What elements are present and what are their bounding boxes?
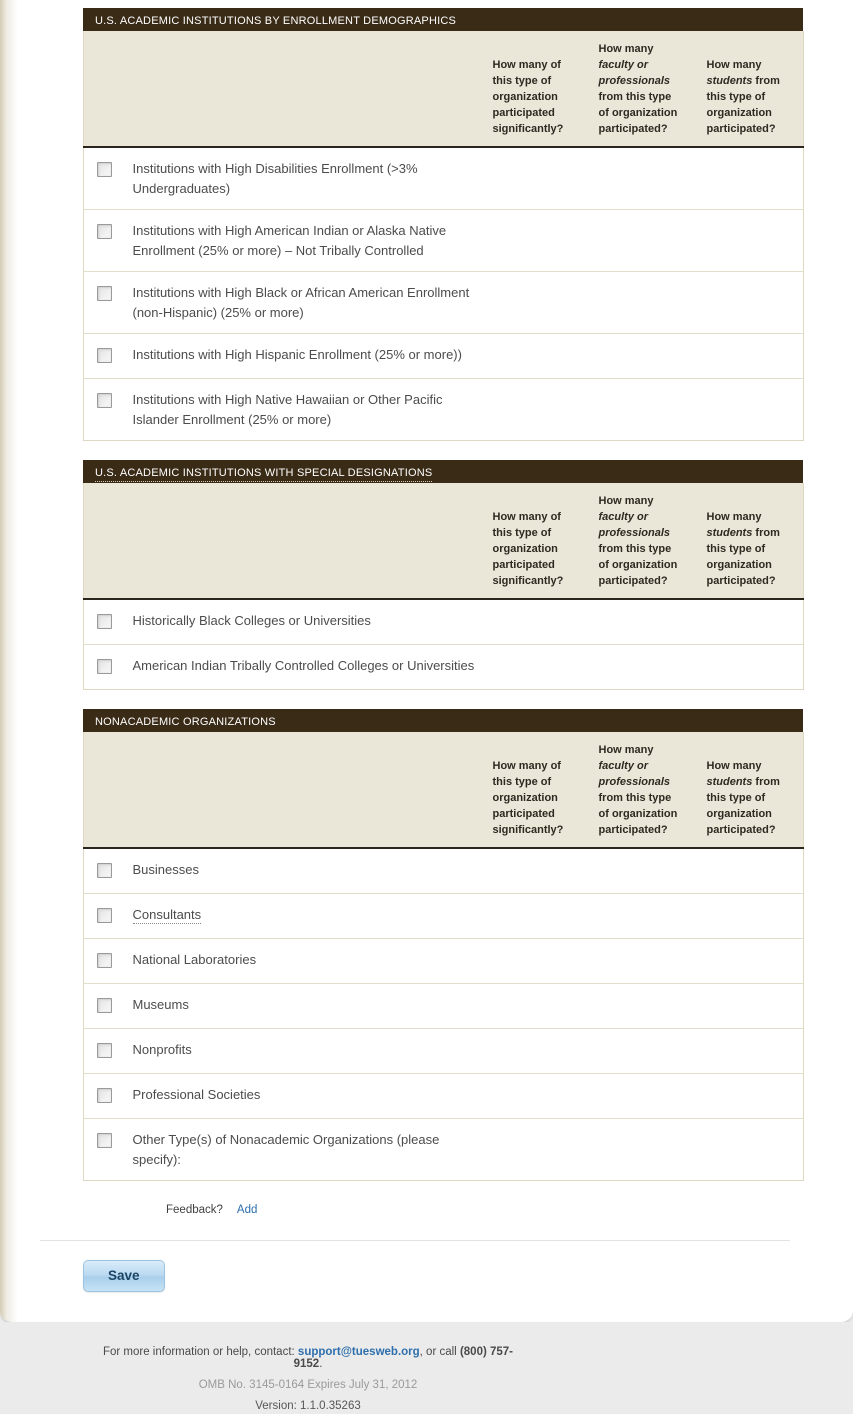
column-header-organizations: How many of this type of organization participated significantly? <box>485 483 591 599</box>
row-label: National Laboratories <box>132 952 257 967</box>
section <box>83 8 803 441</box>
count-cell-organizations <box>485 1119 591 1181</box>
checkbox-cell <box>84 939 133 984</box>
row-label: Institutions with High Native Hawaiian or Other Pacific Islander Enrollment (25% or more) <box>132 392 443 427</box>
row-checkbox-icon[interactable] <box>97 863 112 878</box>
row-label: Historically Black Colleges or Universities <box>132 613 371 628</box>
column-header-row <box>84 31 804 147</box>
row-label: Institutions with High Disabilities Enrollment (>3% Undergraduates) <box>132 161 418 196</box>
row-label-cell <box>133 984 485 1029</box>
table-row <box>84 599 804 645</box>
table-body <box>84 848 804 1181</box>
count-cell-students <box>700 1119 804 1181</box>
column-header-organizations: How many of this type of organization participated significantly? <box>485 732 591 848</box>
count-cell-students <box>700 848 804 894</box>
count-cell-organizations <box>485 599 591 645</box>
count-cell-students <box>700 379 804 441</box>
column-header-row <box>84 732 804 848</box>
count-cell-faculty <box>591 894 700 939</box>
count-cell-organizations <box>485 984 591 1029</box>
row-label: Institutions with High American Indian or Alaska Native Enrollment (25% or more) – Not Tribally Controlled <box>132 223 447 258</box>
table-row <box>84 210 804 272</box>
section-table <box>83 31 804 441</box>
count-cell-faculty <box>591 272 700 334</box>
footer-phone: (800) 757-9152 <box>293 1346 514 1370</box>
footer-text <box>93 1346 523 1412</box>
table-row <box>84 334 804 379</box>
form-tables <box>83 8 803 1216</box>
row-label-cell <box>133 939 485 984</box>
column-header-students: How many students from this type of organization participated? <box>700 31 804 147</box>
count-cell-faculty <box>591 1119 700 1181</box>
count-cell-faculty <box>591 334 700 379</box>
footer <box>0 1322 853 1414</box>
count-cell-organizations <box>485 334 591 379</box>
count-cell-faculty <box>591 645 700 690</box>
row-checkbox-icon[interactable] <box>97 393 112 408</box>
row-checkbox-icon[interactable] <box>97 659 112 674</box>
table-body <box>84 599 804 690</box>
row-checkbox-icon[interactable] <box>97 162 112 177</box>
header-spacer-checkbox-col <box>84 31 133 147</box>
table-row <box>84 1119 804 1181</box>
footer-contact-middle: , or call <box>419 1346 457 1358</box>
section-table <box>83 732 804 1181</box>
section <box>83 709 803 1181</box>
column-header-students: How many students from this type of organization participated? <box>700 732 804 848</box>
save-button[interactable]: Save <box>83 1260 165 1292</box>
row-label-cell <box>133 334 485 379</box>
checkbox-cell <box>84 894 133 939</box>
feedback-add-link[interactable]: Add <box>236 1204 258 1216</box>
header-spacer-label-col <box>133 31 485 147</box>
checkbox-cell <box>84 147 133 210</box>
count-cell-faculty <box>591 848 700 894</box>
count-cell-organizations <box>485 894 591 939</box>
table-row <box>84 272 804 334</box>
row-label: Institutions with High Black or African American Enrollment (non-Hispanic) (25% or more) <box>132 285 470 320</box>
checkbox-cell <box>84 645 133 690</box>
row-label-cell <box>133 599 485 645</box>
count-cell-faculty <box>591 1074 700 1119</box>
count-cell-organizations <box>485 147 591 210</box>
count-cell-organizations <box>485 848 591 894</box>
footer-contact-line <box>93 1346 523 1370</box>
count-cell-students <box>700 645 804 690</box>
row-label-cell <box>133 210 485 272</box>
count-cell-faculty <box>591 599 700 645</box>
count-cell-students <box>700 334 804 379</box>
count-cell-students <box>700 1074 804 1119</box>
count-cell-organizations <box>485 939 591 984</box>
row-checkbox-icon[interactable] <box>97 1133 112 1148</box>
table-row <box>84 147 804 210</box>
section-header-bar <box>83 8 803 31</box>
row-label-cell <box>133 1074 485 1119</box>
count-cell-students <box>700 939 804 984</box>
checkbox-cell <box>84 210 133 272</box>
checkbox-cell <box>84 848 133 894</box>
section <box>83 460 803 690</box>
row-label-cell <box>133 645 485 690</box>
feedback-label: Feedback? <box>166 1204 223 1216</box>
table-row <box>84 939 804 984</box>
checkbox-cell <box>84 984 133 1029</box>
section-title: U.S. ACADEMIC INSTITUTIONS BY ENROLLMENT DEMOGRAPHICS <box>95 15 457 27</box>
column-header-faculty: How many faculty or professionals from this type of organization participated? <box>591 732 700 848</box>
footer-contact-prefix: For more information or help, contact: <box>102 1346 295 1358</box>
section-title: NONACADEMIC ORGANIZATIONS <box>95 716 276 728</box>
divider <box>40 1240 790 1241</box>
count-cell-students <box>700 210 804 272</box>
column-header-faculty: How many faculty or professionals from this type of organization participated? <box>591 483 700 599</box>
table-row <box>84 645 804 690</box>
checkbox-cell <box>84 1029 133 1074</box>
section-header-bar <box>83 709 803 732</box>
row-label-cell <box>133 379 485 441</box>
count-cell-organizations <box>485 210 591 272</box>
column-header-row <box>84 483 804 599</box>
count-cell-faculty <box>591 1029 700 1074</box>
count-cell-students <box>700 894 804 939</box>
count-cell-faculty <box>591 210 700 272</box>
row-label-cell <box>133 894 485 939</box>
column-header-organizations: How many of this type of organization participated significantly? <box>485 31 591 147</box>
count-cell-organizations <box>485 1074 591 1119</box>
header-spacer-checkbox-col <box>84 483 133 599</box>
row-checkbox-icon[interactable] <box>97 348 112 363</box>
header-spacer-label-col <box>133 483 485 599</box>
count-cell-organizations <box>485 379 591 441</box>
checkbox-cell <box>84 334 133 379</box>
column-header-students: How many students from this type of organization participated? <box>700 483 804 599</box>
row-checkbox-icon[interactable] <box>97 1088 112 1103</box>
count-cell-faculty <box>591 147 700 210</box>
count-cell-organizations <box>485 645 591 690</box>
footer-contact-suffix: . <box>319 1358 323 1370</box>
row-checkbox-icon[interactable] <box>97 953 112 968</box>
count-cell-faculty <box>591 379 700 441</box>
row-label: Consultants <box>132 907 202 922</box>
section-table <box>83 483 804 690</box>
row-checkbox-icon[interactable] <box>97 286 112 301</box>
header-spacer-checkbox-col <box>84 732 133 848</box>
footer-version: Version: 1.1.0.35263 <box>255 1400 361 1412</box>
table-row <box>84 1029 804 1074</box>
row-checkbox-icon[interactable] <box>97 224 112 239</box>
row-label: Institutions with High Hispanic Enrollment (25% or more)) <box>132 347 462 362</box>
row-checkbox-icon[interactable] <box>97 1043 112 1058</box>
row-label-cell <box>133 848 485 894</box>
footer-omb: OMB No. 3145-0164 Expires July 31, 2012 <box>198 1379 418 1391</box>
column-header-faculty: How many faculty or professionals from this type of organization participated? <box>591 31 700 147</box>
checkbox-cell <box>84 599 133 645</box>
row-checkbox-icon[interactable] <box>97 998 112 1013</box>
table-row <box>84 848 804 894</box>
count-cell-students <box>700 147 804 210</box>
header-spacer-label-col <box>133 732 485 848</box>
count-cell-students <box>700 599 804 645</box>
checkbox-cell <box>84 379 133 441</box>
row-label-cell <box>133 272 485 334</box>
section-title: U.S. ACADEMIC INSTITUTIONS WITH SPECIAL DESIGNATIONS <box>95 467 432 482</box>
row-label-cell <box>133 1119 485 1181</box>
row-label: Other Type(s) of Nonacademic Organizations (please specify): <box>132 1132 440 1167</box>
row-label: Nonprofits <box>132 1042 192 1057</box>
row-label-cell <box>133 147 485 210</box>
count-cell-students <box>700 984 804 1029</box>
row-label: Professional Societies <box>132 1087 261 1102</box>
table-row <box>84 984 804 1029</box>
footer-email-link[interactable]: support@tuesweb.org <box>297 1346 420 1358</box>
count-cell-faculty <box>591 939 700 984</box>
row-checkbox-icon[interactable] <box>97 614 112 629</box>
count-cell-students <box>700 272 804 334</box>
row-label-cell <box>133 1029 485 1074</box>
row-label: Businesses <box>132 862 199 877</box>
row-checkbox-icon[interactable] <box>97 908 112 923</box>
section-header-bar <box>83 460 803 483</box>
table-row <box>84 1074 804 1119</box>
row-label: Museums <box>132 997 189 1012</box>
count-cell-organizations <box>485 1029 591 1074</box>
checkbox-cell <box>84 1074 133 1119</box>
count-cell-students <box>700 1029 804 1074</box>
count-cell-organizations <box>485 272 591 334</box>
count-cell-faculty <box>591 984 700 1029</box>
table-row <box>84 379 804 441</box>
checkbox-cell <box>84 1119 133 1181</box>
feedback-row <box>166 1204 803 1216</box>
table-row <box>84 894 804 939</box>
table-body <box>84 147 804 441</box>
row-label: American Indian Tribally Controlled Colleges or Universities <box>132 658 475 673</box>
checkbox-cell <box>84 272 133 334</box>
